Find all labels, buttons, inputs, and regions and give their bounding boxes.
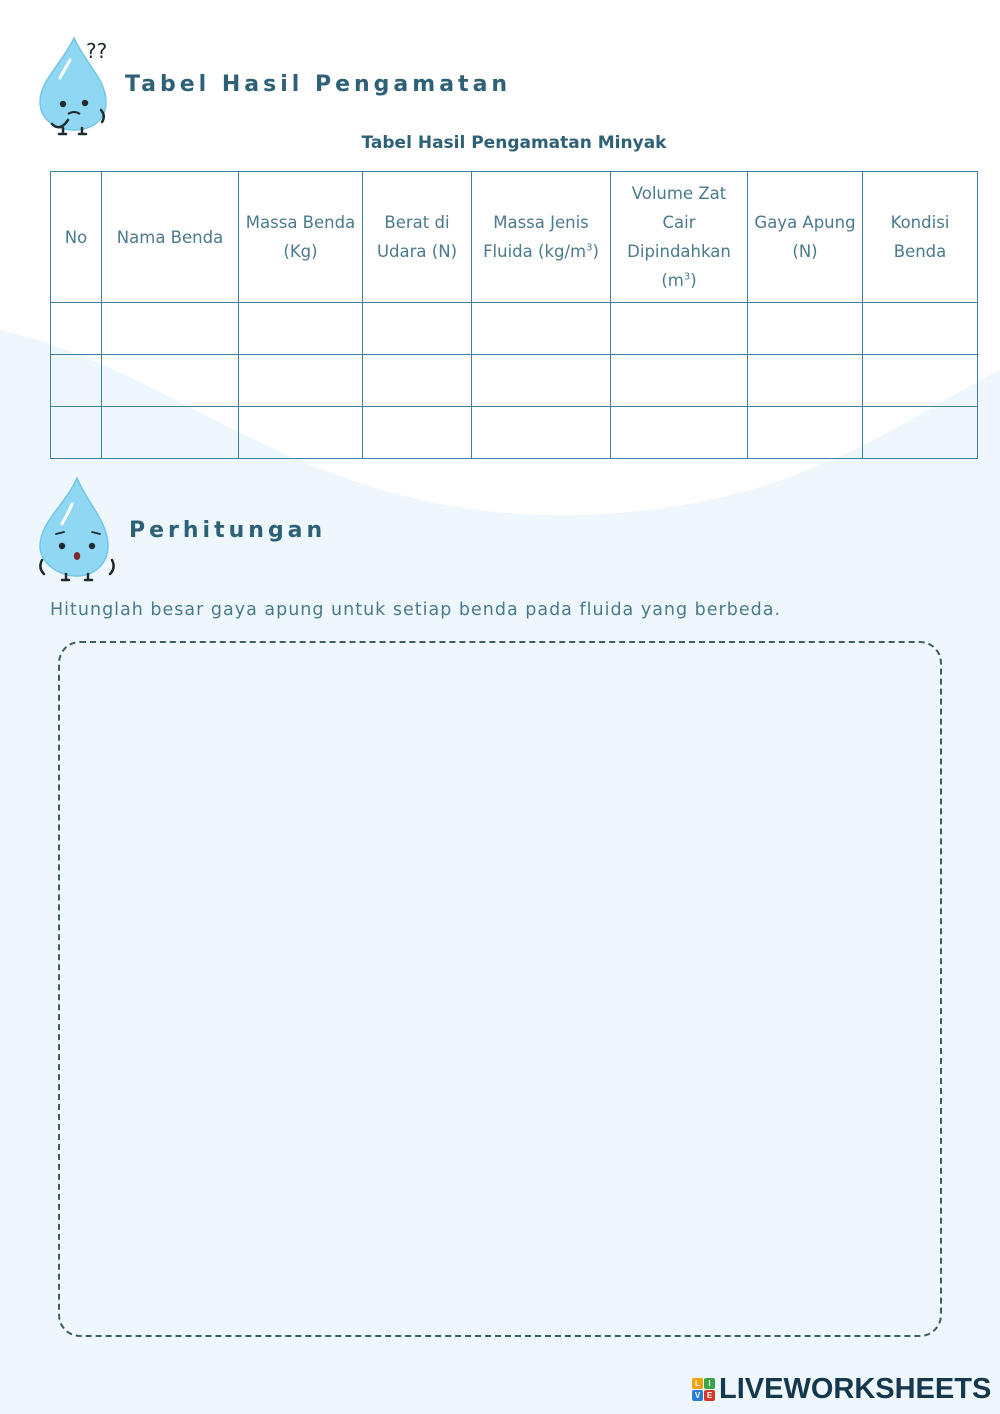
table-cell[interactable] xyxy=(51,407,102,459)
instruction-text: Hitunglah besar gaya apung untuk setiap benda pada fluida yang berbeda. xyxy=(50,600,782,620)
table-cell[interactable] xyxy=(611,355,748,407)
table-cell[interactable] xyxy=(611,407,748,459)
liveworksheets-logo-icon xyxy=(692,1378,715,1401)
header-no: No xyxy=(51,172,102,303)
table-cell[interactable] xyxy=(363,355,472,407)
table-cell[interactable] xyxy=(51,355,102,407)
section-title-observation: Tabel Hasil Pengamatan xyxy=(125,72,512,97)
header-volume-zat-cair-text: Volume Zat Cair Dipindahkan $(m^3)$ xyxy=(627,184,731,290)
table-cell[interactable] xyxy=(863,407,978,459)
table-cell[interactable] xyxy=(51,303,102,355)
table-cell[interactable] xyxy=(472,407,611,459)
header-massa-benda: Massa Benda (Kg) xyxy=(239,172,363,303)
unit-exponent: 3 xyxy=(683,271,691,283)
header-massa-jenis-fluida xyxy=(472,172,611,303)
table-cell[interactable] xyxy=(472,303,611,355)
table-cell[interactable] xyxy=(863,303,978,355)
header-massa-jenis-fluida-text: Massa Jenis Fluida $(kg/m^3)$ xyxy=(483,213,599,261)
table-cell[interactable] xyxy=(748,407,863,459)
table-row xyxy=(51,303,978,355)
table-row xyxy=(51,407,978,459)
header-kondisi-benda: Kondisi Benda xyxy=(863,172,978,303)
liveworksheets-brand[interactable] xyxy=(692,1373,991,1406)
unit-exponent: 3 xyxy=(586,242,593,254)
table-cell[interactable] xyxy=(363,303,472,355)
answer-input[interactable] xyxy=(60,643,940,1335)
table-cell[interactable] xyxy=(102,407,239,459)
surprised-water-drop-mascot xyxy=(36,476,118,584)
table-cell[interactable] xyxy=(748,303,863,355)
header-gaya-apung: Gaya Apung (N) xyxy=(748,172,863,303)
question-marks-icon: ?? xyxy=(86,39,108,63)
table-cell[interactable] xyxy=(102,303,239,355)
brand-name: LIVEWORKSHEETS xyxy=(719,1373,992,1405)
table-cell[interactable] xyxy=(748,355,863,407)
table-cell[interactable] xyxy=(863,355,978,407)
table-cell[interactable] xyxy=(611,303,748,355)
logo-letter-i: I xyxy=(704,1378,715,1389)
table-cell[interactable] xyxy=(363,407,472,459)
table-cell[interactable] xyxy=(472,355,611,407)
table-header-row xyxy=(51,172,978,303)
answer-box xyxy=(58,641,942,1337)
logo-letter-v: V xyxy=(692,1390,703,1401)
table-cell[interactable] xyxy=(239,355,363,407)
header-volume-zat-cair xyxy=(611,172,748,303)
table-cell[interactable] xyxy=(239,407,363,459)
section-title-calculation: Perhitungan xyxy=(129,518,327,543)
table-caption: Tabel Hasil Pengamatan Minyak xyxy=(361,133,667,153)
thinking-water-drop-mascot xyxy=(30,34,118,138)
observation-table xyxy=(50,171,978,459)
table-cell[interactable] xyxy=(102,355,239,407)
table-cell[interactable] xyxy=(239,303,363,355)
header-berat-di-udara: Berat di Udara (N) xyxy=(363,172,472,303)
logo-letter-e: E xyxy=(704,1390,715,1401)
logo-letter-l: L xyxy=(692,1378,703,1389)
table-row xyxy=(51,355,978,407)
header-nama-benda: Nama Benda xyxy=(102,172,239,303)
